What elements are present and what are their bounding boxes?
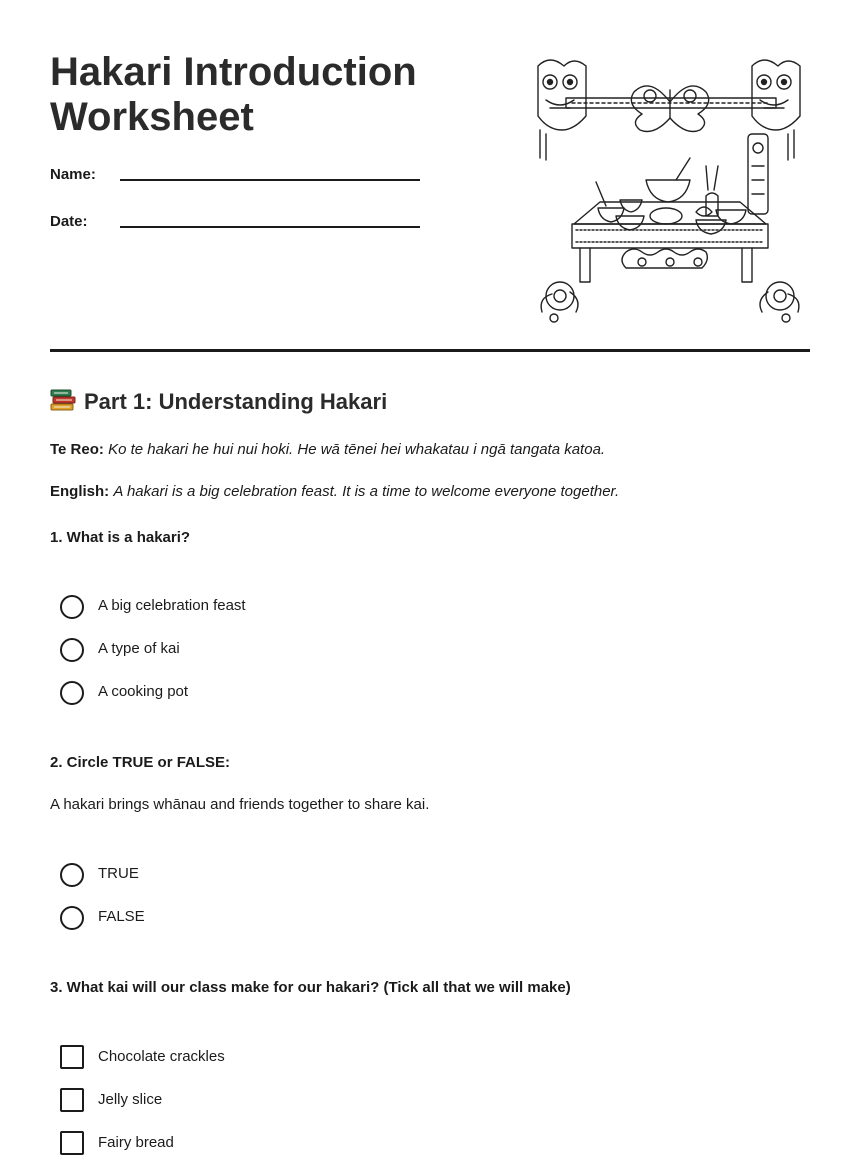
radio-circle[interactable] [60,638,84,662]
q2-statement: A hakari brings whānau and friends together to share kai. [50,796,430,813]
question-2: 2. Circle TRUE or FALSE: [50,754,231,771]
checkbox[interactable] [60,1088,84,1112]
te-reo-label: Te Reo: [50,441,104,458]
q2-option-false[interactable] [60,905,460,931]
date-label: Date: [50,213,88,230]
q1-option-3[interactable] [60,680,460,706]
page-title [50,50,510,140]
q3-option-2-label: Jelly slice [98,1091,163,1108]
english-text: A hakari is a big celebration feast. It is a time to welcome everyone together. [113,483,620,500]
q2-option-true[interactable] [60,862,460,888]
english-label: English: [50,483,110,500]
name-label: Name: [50,166,96,183]
radio-circle[interactable] [60,595,84,619]
worksheet-header [50,0,810,352]
q3-option-2[interactable] [60,1088,460,1114]
question-3: 3. What kai will our class make for our hakari? (Tick all that we will make) [50,979,571,996]
te-reo-text: Ko te hakari he hui nui hoki. He wā tēnei hei whakatau i ngā tangata katoa. [108,441,606,458]
date-field [50,213,420,243]
checkbox[interactable] [60,1131,84,1155]
hakari-feast-table-illustration-icon [536,56,804,324]
date-input-line[interactable] [120,226,420,228]
q1-option-2-label: A type of kai [98,640,180,657]
radio-circle[interactable] [60,906,84,930]
english-paragraph [50,483,619,500]
q3-option-1[interactable] [60,1045,460,1071]
q2-option-true-label: TRUE [98,865,139,882]
q2-option-false-label: FALSE [98,908,145,925]
q3-option-3-label: Fairy bread [98,1134,174,1151]
checkbox[interactable] [60,1045,84,1069]
question-1: 1. What is a hakari? [50,529,191,546]
name-input-line[interactable] [120,179,420,181]
header-divider [50,349,810,352]
worksheet-page [50,0,810,1151]
q3-option-1-label: Chocolate crackles [98,1048,225,1065]
q1-option-1-label: A big celebration feast [98,597,246,614]
radio-circle[interactable] [60,681,84,705]
q1-option-3-label: A cooking pot [98,683,189,700]
part1-heading-text: Part 1: Understanding Hakari [84,389,388,414]
name-field [50,166,420,196]
books-icon [50,388,76,412]
title-line-2: Worksheet [50,95,254,139]
title-line-1: Hakari Introduction [50,50,417,94]
part1-heading [50,388,387,415]
q3-option-3[interactable] [60,1131,460,1157]
q1-option-2[interactable] [60,637,460,663]
te-reo-paragraph [50,441,605,458]
radio-circle[interactable] [60,863,84,887]
q1-option-1[interactable] [60,594,460,620]
